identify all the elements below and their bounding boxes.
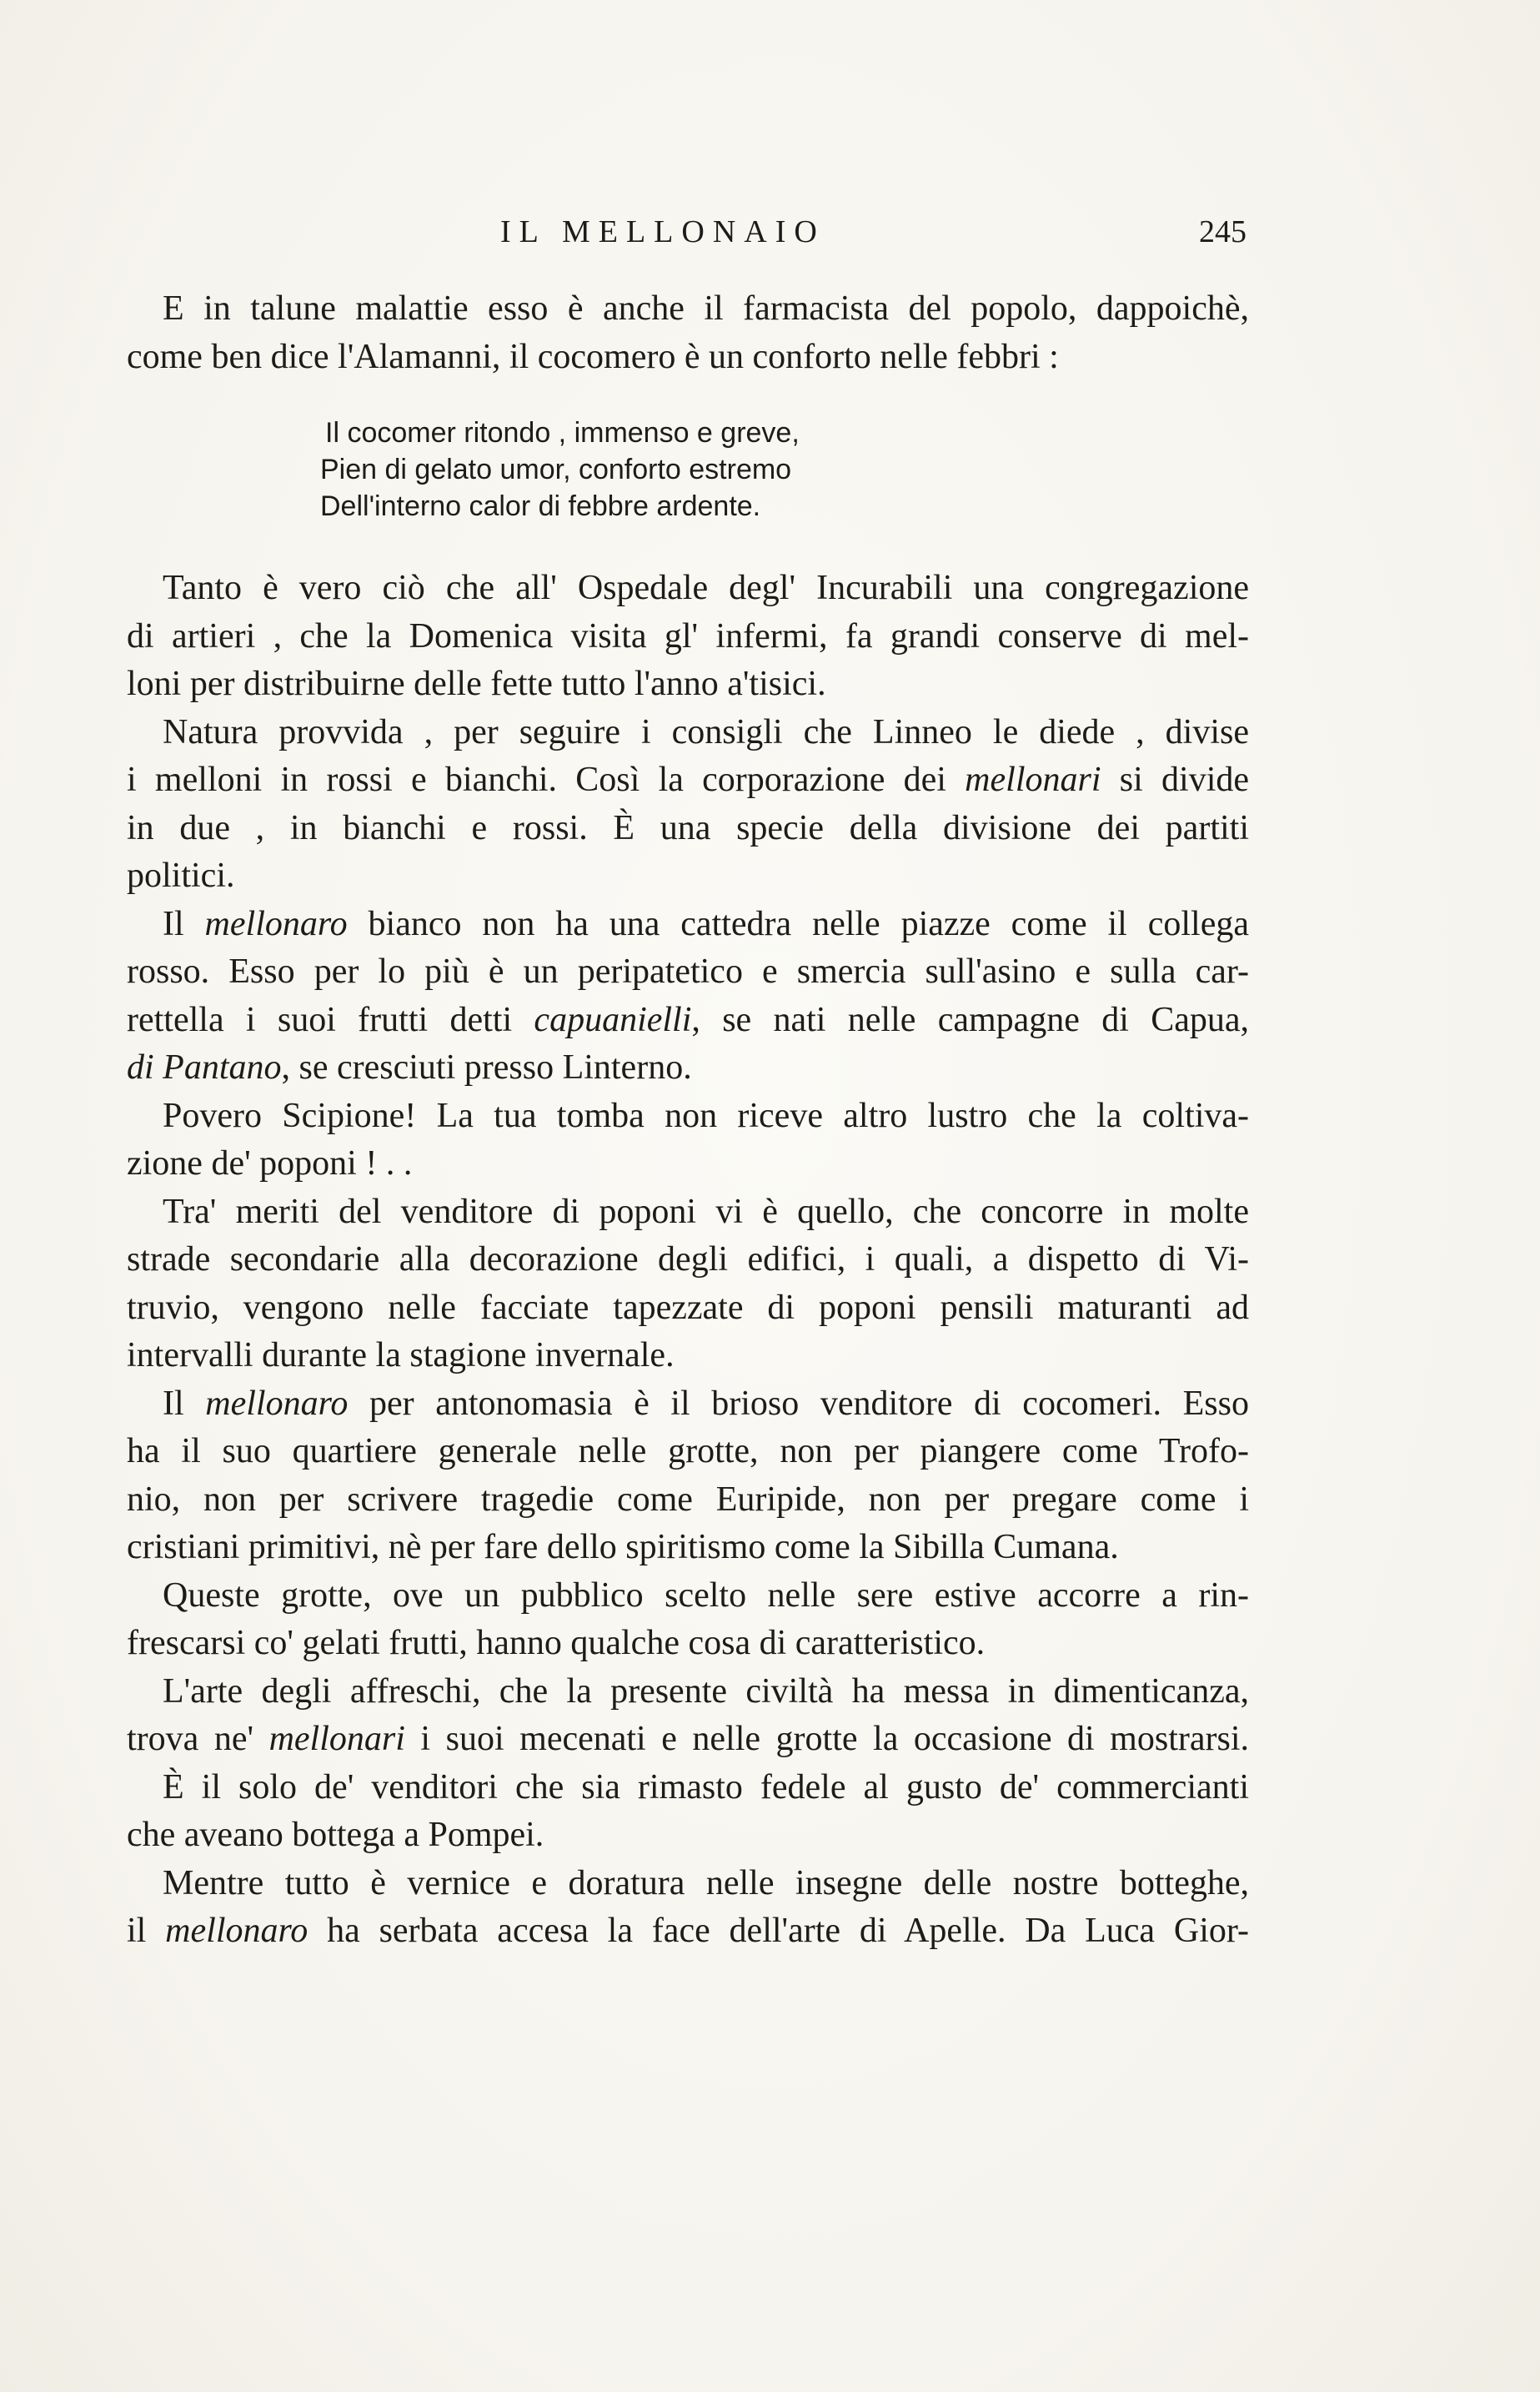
text-run: i melloni in rossi e bianchi. Così la corporazione dei [127, 761, 966, 799]
body-text [127, 285, 1249, 1956]
text-run: Il [163, 904, 205, 943]
text-line: truvio, vengono nelle facciate tapezzate di poponi pensili maturanti ad [127, 1288, 1249, 1327]
text-line [127, 756, 1249, 805]
verse-line: Pien di gelato umor, conforto estremo [320, 454, 792, 485]
verse-line: Dell'interno calor di febbre ardente. [320, 490, 761, 522]
running-title: IL MELLONAIO [500, 214, 825, 249]
text-run: trova ne' [127, 1720, 269, 1758]
text-run: , se nati nelle campagne di Capua, [691, 1000, 1249, 1039]
verse-line: Il cocomer ritondo , immenso e greve, [325, 417, 800, 449]
text-line: ha il suo quartiere generale nelle grotte, non per piangere come Trofo- [127, 1432, 1249, 1470]
italic-term: mellonari [965, 761, 1101, 799]
text-line: E in talune malattie esso è anche il farmacista del popolo, dappoichè, [163, 289, 1249, 328]
text-line: frescarsi co' gelati frutti, hanno qualche cosa di caratteristico. [127, 1624, 986, 1662]
italic-term: mellonari [268, 1720, 405, 1758]
paragraph-affreschi [127, 1668, 1249, 1764]
text-line: Povero Scipione! La tua tomba non riceve altro lustro che la coltiva- [163, 1096, 1249, 1135]
text-line: zione de' poponi ! . . [127, 1144, 413, 1183]
text-line: in due , in bianchi e rossi. È una specie della divisione dei partiti [127, 808, 1249, 847]
intro-paragraph [127, 285, 1249, 381]
verse-quotation [320, 415, 904, 525]
text-line: strade secondarie alla decorazione degli edifici, i quali, a dispetto di Vi- [127, 1240, 1249, 1279]
text-line: Mentre tutto è vernice e doratura nelle insegne delle nostre botteghe, [163, 1863, 1249, 1902]
text-line: Tanto è vero ciò che all' Ospedale degl' Incurabili una congregazione [163, 569, 1249, 607]
text-line [127, 901, 1249, 949]
text-line: cristiani primitivi, nè per fare dello spiritismo come la Sibilla Cumana. [127, 1528, 1119, 1566]
text-line: Queste grotte, ove un pubblico scelto nelle sere estive accorre a rin- [163, 1575, 1249, 1615]
text-line: rosso. Esso per lo più è un peripatetico e smercia sull'asino e sulla car- [127, 952, 1249, 991]
text-line [127, 1044, 1249, 1093]
text-run: Il [163, 1384, 206, 1423]
text-line: che aveano bottega a Pompei. [127, 1816, 544, 1854]
text-line: intervalli durante la stagione invernale. [127, 1336, 675, 1374]
paragraph-ospedale [127, 565, 1249, 709]
text-line: politici. [127, 857, 235, 895]
text-run: il [127, 1912, 166, 1950]
paragraph-apelle [127, 1860, 1249, 1956]
text-line: Natura provvida , per seguire i consigli che Linneo le diede , divise [163, 712, 1249, 751]
text-line: di artieri , che la Domenica visita gl' infermi, fa grandi conserve di mel- [127, 616, 1249, 656]
paragraph-antonomasia [127, 1380, 1249, 1572]
text-line [127, 1907, 1249, 1956]
text-line: come ben dice l'Alamanni, il cocomero è un conforto nelle febbri : [127, 337, 1059, 376]
running-head [0, 207, 1540, 257]
italic-term: mellonaro [205, 1384, 349, 1423]
text-line: Tra' meriti del venditore di poponi vi è quello, che concorre in molte [163, 1192, 1249, 1231]
text-line [127, 1716, 1249, 1764]
text-run: rettella i suoi frutti detti [127, 1000, 534, 1039]
italic-term: mellonaro [165, 1912, 309, 1950]
text-run: ha serbata accesa la face dell'arte di Apelle. Da Luca Gior- [308, 1912, 1249, 1950]
text-run: , se cresciuti presso Linterno. [281, 1048, 692, 1087]
text-line [127, 997, 1249, 1045]
page-number: 245 [1199, 214, 1247, 249]
text-run: i suoi mecenati e nelle grotte la occasione di mostrarsi. [404, 1720, 1249, 1758]
paragraph-mellonaro-bianco [127, 901, 1249, 1093]
paragraph-scipione [127, 1093, 1249, 1188]
text-line: nio, non per scrivere tragedie come Euripide, non per pregare come i [127, 1480, 1249, 1519]
text-line: loni per distribuirne delle fette tutto l'anno a'tisici. [127, 665, 826, 703]
text-line: L'arte degli affreschi, che la presente civiltà ha messa in dimenticanza, [163, 1671, 1249, 1711]
italic-term: mellonaro [204, 904, 348, 943]
paragraph-meriti [127, 1188, 1249, 1380]
text-run: bianco non ha una cattedra nelle piazze come il collega [347, 904, 1249, 943]
italic-term: capuanielli [534, 1000, 692, 1039]
text-line [127, 1380, 1249, 1429]
text-run: si divide [1101, 761, 1249, 799]
paragraph-pompei [127, 1764, 1249, 1860]
paragraph-natura [127, 709, 1249, 901]
italic-term: di Pantano [127, 1048, 282, 1087]
text-line: È il solo de' venditori che sia rimasto fedele al gusto de' commercianti [163, 1767, 1249, 1807]
text-run: per antonomasia è il brioso venditore di cocomeri. Esso [348, 1384, 1249, 1423]
paragraph-grotte [127, 1572, 1249, 1668]
